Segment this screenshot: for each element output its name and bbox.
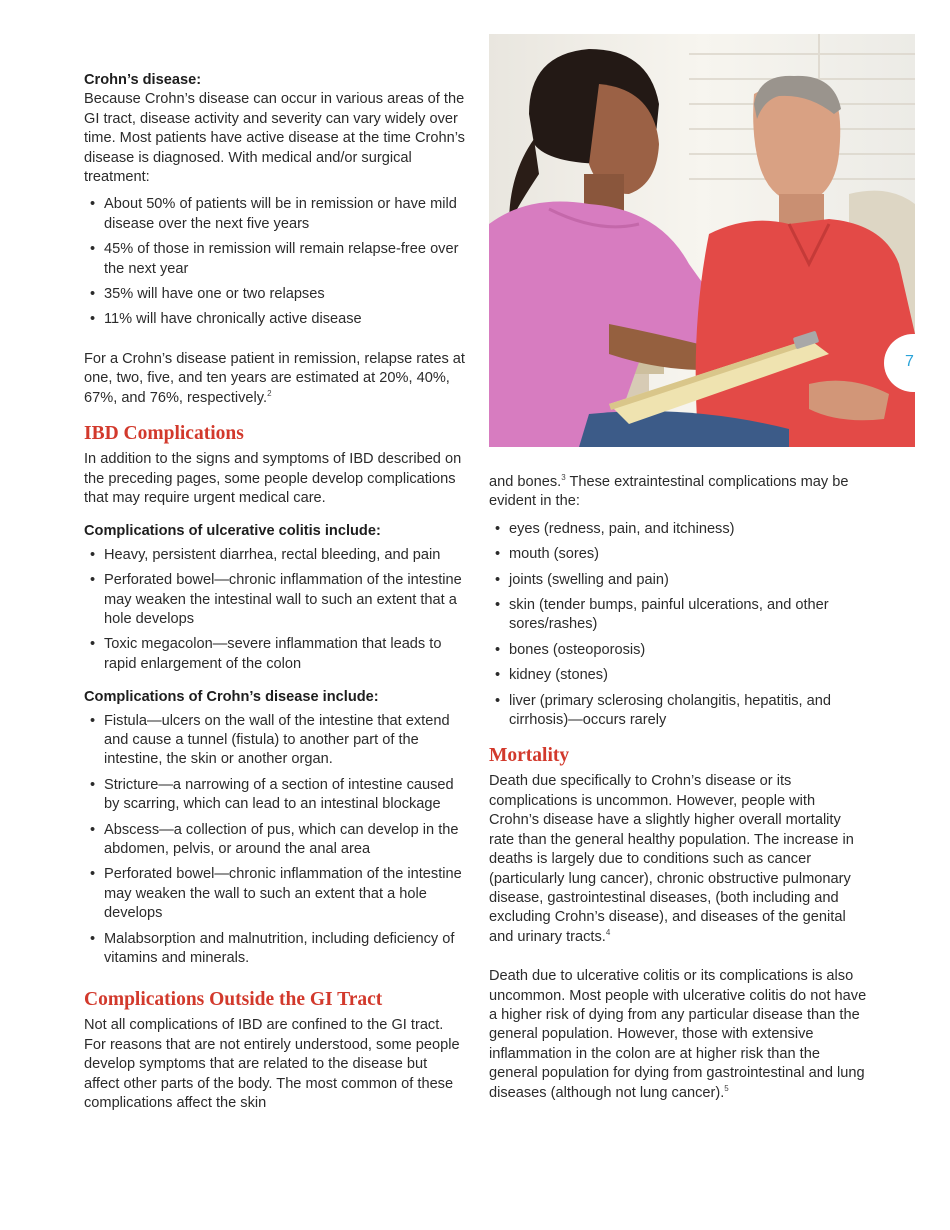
crohns-intro: Because Crohn’s disease can occur in various areas of the GI tract, disease activity and severity can vary widely over time. Most patients have active disease at the time Crohn’s disease is diagnosed. With medical and/or surgical treatment:: [84, 91, 465, 186]
list-item: • liver (primary sclerosing cholangitis, hepatitis, and cirrhosis)—occurs rarely: [491, 692, 867, 731]
crohns-heading: Crohn’s disease:: [84, 72, 202, 88]
right-column: [489, 473, 867, 1103]
list-item: • Malabsorption and malnutrition, including deficiency of vitamins and minerals.: [86, 930, 466, 969]
footnote-ref: 3: [561, 473, 566, 483]
footnote-ref: 2: [267, 388, 272, 398]
list-item: • kidney (stones): [491, 666, 867, 685]
ibd-complications-heading: IBD Complications: [84, 423, 244, 445]
list-item: • eyes (redness, pain, and itchiness): [491, 520, 867, 539]
mortality-paragraph-2: Death due to ulcerative colitis or its complications is also uncommon. Most people with ulcerative colitis do not have a higher risk of dying from any particular disease than the general population. However, those with extensive inflammation in the colon are at higher risk than the general population for dying from gastrointestinal and lung diseases (although not lung cancer).$^5$: [489, 968, 867, 1101]
list-item: • Stricture—a narrowing of a section of intestine caused by scarring, which can lead to an intestinal blockage: [86, 776, 466, 815]
uc-complications-list: [84, 546, 466, 674]
ibd-intro: In addition to the signs and symptoms of IBD described on the preceding pages, some people develop complications that may require urgent medical care.: [84, 451, 462, 506]
mortality-heading: Mortality: [489, 745, 570, 767]
list-item: • joints (swelling and pain): [491, 571, 867, 590]
list-item: • skin (tender bumps, painful ulcerations, and other sores/rashes): [491, 596, 867, 635]
list-item: • Heavy, persistent diarrhea, rectal bleeding, and pain: [86, 546, 466, 565]
left-column: [84, 71, 466, 1113]
list-item: • 11% will have chronically active disease: [86, 310, 466, 329]
list-item: • Fistula—ulcers on the wall of the intestine that extend and cause a tunnel (fistula) to another part of the intestine, the skin or another organ.: [86, 712, 466, 770]
list-item: • bones (osteoporosis): [491, 641, 867, 660]
uc-complications-heading: Complications of ulcerative colitis include:: [84, 523, 381, 540]
list-item: • 35% will have one or two relapses: [86, 285, 466, 304]
list-item: • 45% of those in remission will remain relapse-free over the next year: [86, 240, 466, 279]
page-number: 7: [905, 353, 914, 370]
footnote-ref: 4: [605, 927, 611, 937]
cd-complications-heading: Complications of Crohn’s disease include:: [84, 689, 379, 706]
footnote-ref: 5: [724, 1083, 729, 1093]
extraintestinal-list: [489, 520, 867, 731]
cd-complications-list: [84, 712, 466, 969]
mortality-paragraph-1: Death due specifically to Crohn’s disease or its complications is uncommon. However, people with Crohn’s disease have a slightly higher overall mortality rate than the general healthy population. The increase in deaths is largely due to conditions such as cancer (particularly lung cancer), chronic obstructive pulmonary disease, gastrointestinal diseases, (both including and excluding Crohn’s disease), and diseases of the genital and urinary tracts.$^4$: [489, 773, 854, 945]
list-item: • Perforated bowel—chronic inflammation of the intestine may weaken the intestinal wall to such an extent that a hole develops: [86, 571, 466, 629]
list-item: • Toxic megacolon—severe inflammation that leads to rapid enlargement of the colon: [86, 635, 466, 674]
page-number-tab: [884, 334, 950, 392]
outside-gi-heading: Complications Outside the GI Tract: [84, 989, 383, 1011]
list-item: • About 50% of patients will be in remission or have mild disease over the next five years: [86, 195, 466, 234]
list-item: • Perforated bowel—chronic inflammation of the intestine may weaken the wall to such an extent that a hole develops: [86, 865, 466, 923]
relapse-paragraph: For a Crohn’s disease patient in remission, relapse rates at one, two, five, and ten years are estimated at 20%, 40%, 67%, and 76%, respectively.$^2$: [84, 350, 465, 406]
list-item: • mouth (sores): [491, 545, 867, 564]
nurse-patient-photo: [489, 34, 915, 447]
outside-gi-paragraph: Not all complications of IBD are confined to the GI tract. For reasons that are not entirely understood, some people develop symptoms that are related to the disease but affect other parts of the body. The most common of these complications affect the skin: [84, 1017, 460, 1112]
list-item: • Abscess—a collection of pus, which can develop in the abdomen, pelvis, or around the anal area: [86, 821, 466, 860]
crohns-bullet-list: [84, 195, 466, 329]
outside-gi-continued: and bones.$^3$ These extraintestinal complications may be evident in the:: [489, 473, 849, 510]
